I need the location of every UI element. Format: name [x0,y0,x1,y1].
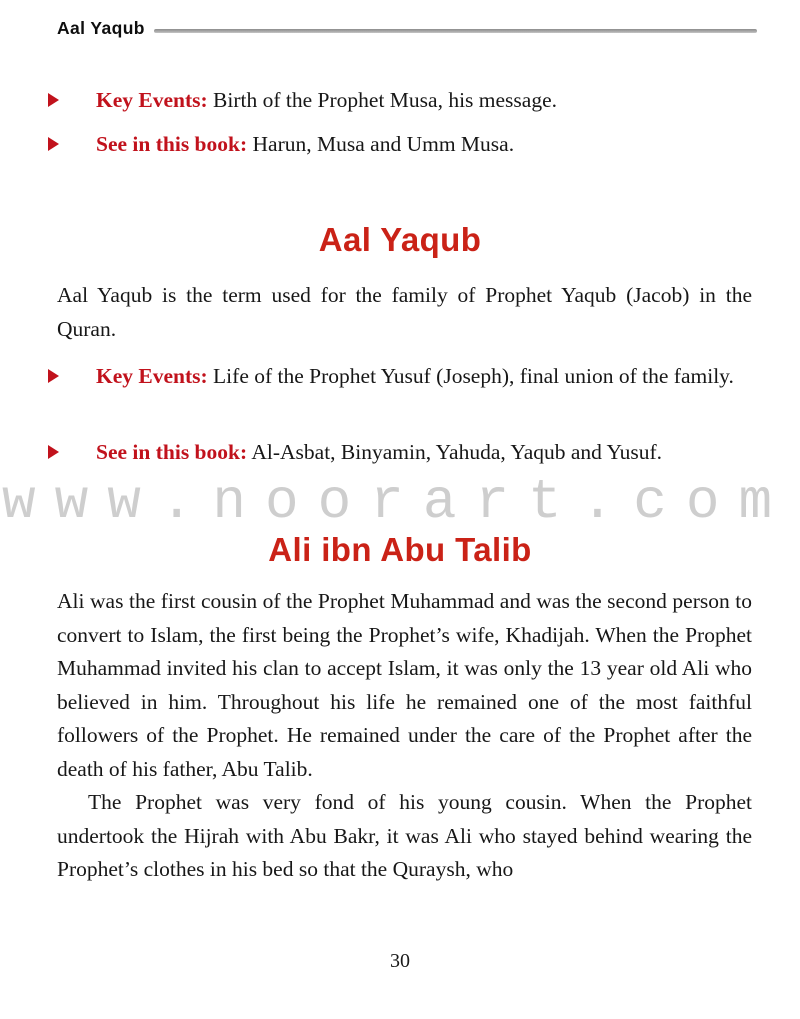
paragraph: Aal Yaqub is the term used for the family of Prophet Yaqub (Jacob) in the Quran. [57,283,752,341]
bullet-arrow-icon [48,445,59,459]
paragraph: The Prophet was very fond of his young cousin. When the Prophet undertook the Hijrah with Abu Bakr, it was Ali who stayed behind wearing the Prophet’s clothes in his bed so that the Quraysh, who [57,790,752,881]
bullet-arrow-icon [48,93,59,107]
list-item-key-events [57,84,752,118]
list-item-see-in-this-book [57,128,752,162]
list-item-key-events [57,360,752,394]
section-heading-ali-ibn-abu-talib: Ali ibn Abu Talib [268,531,532,568]
page-header [57,18,757,39]
bullet-text: Harun, Musa and Umm Musa. [252,132,515,156]
section-body [57,585,752,887]
bullet-arrow-icon [48,369,59,383]
bullet-text: Life of the Prophet Yusuf (Joseph), final union of the family. [213,364,734,388]
section-heading-aal-yaqub: Aal Yaqub [318,221,482,258]
bullet-label: Key Events: [96,364,208,388]
bullet-label: See in this book: [96,440,248,464]
bullet-text: Al-Asbat, Binyamin, Yahuda, Yaqub and Yusuf. [251,440,663,464]
running-header-title: Aal Yaqub [57,18,145,38]
bullet-label: See in this book: [96,132,248,156]
paragraph: Ali was the first cousin of the Prophet Muhammad and was the second person to convert to Islam, the first being the Prophet’s wife, Khadijah. When the Prophet Muhammad invited his clan to accept Islam, it was only the 13 year old Ali who believed in him. Throughout his life he remained one of the most faithful followers of the Prophet. He remained under the care of the Prophet after the death of his father, Abu Talib. [57,589,752,781]
page-number: 30 [390,950,410,972]
list-item-see-in-this-book [57,436,752,470]
bullet-arrow-icon [48,137,59,151]
header-rule [154,29,757,33]
bullet-text: Birth of the Prophet Musa, his message. [213,88,558,112]
watermark: www.noorart.com [2,474,792,530]
bullet-label: Key Events: [96,88,208,112]
